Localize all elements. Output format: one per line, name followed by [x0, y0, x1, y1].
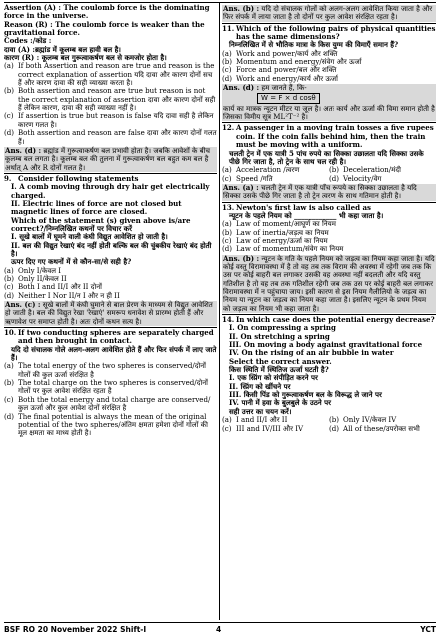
option-d: (d) The final potential is always the mean of the original potential of the two spheres/अंतिम क्षमता हमेशा दोनों गोलों की मूल क्षमता का माध्य होती है। — [4, 411, 208, 438]
assertion-en: Assertion (A) : The coulomb force is the dominating force in the universe. — [4, 4, 210, 21]
question-14-title-hi: किस स्थिति में स्थितिज ऊर्जा घटती है? — [229, 365, 329, 375]
statement-2-en: II. Electric lines of force are not closed but magnetic lines of force are closed. — [11, 198, 182, 217]
exam-name: BSF RO 20 November 2022 Shift-I — [4, 625, 147, 634]
option-d: (d) All of these/उपरोक्त सभी — [329, 423, 420, 433]
question-12 — [222, 124, 436, 200]
reason-en: Reason (R) : The coulomb force is weaker than the gravitational force. — [4, 19, 205, 38]
select-prompt-en: Select the correct answer. — [229, 356, 332, 366]
question-12-title-hi: चलती ट्रेन में एक यात्री 5 पांच रुपये का सिक्का उछालता यदि सिक्का उसके पीछे गिर जाता है, तो ट्रेन के साथ चल रही है। — [229, 148, 424, 166]
option-d: (d) Both assertion and reason are false दावा और कारण दोनों गलत हैं। — [4, 128, 217, 146]
statement-1-en: I. A comb moving through dry hair get electrically charged. — [11, 182, 210, 200]
option-a: (a) Only I/केवल I — [4, 265, 62, 275]
publisher-logo: YCT — [420, 625, 436, 634]
option-b: (b) Only II/केवल II — [4, 274, 67, 283]
question-9-title: 9. Consider following statements — [4, 173, 139, 183]
question-10-title: 10. If two conducting spheres are separately charged and then brought in contact. — [4, 328, 214, 346]
option-a: (a) Work and power/कार्य और शक्ति — [222, 48, 338, 58]
option-b: (b) The total charge on the two spheres is conserved/दोनों गोलों पर कुल आवेश संरक्षित रहता है — [4, 378, 208, 396]
option-b: (b) Both assertion and reason are true but reason is not the correct explanation of assertion दावा और कारण दोनों सही हैं लेकिन कारण, दावा की सही व्याख्या नहीं है। — [4, 86, 216, 113]
question-14-title: 14. In which case does the potential energy decrease? — [222, 315, 435, 325]
case-4-en: IV. On the rising of an air bubble in water — [229, 348, 394, 358]
statement-1-hi: I. सूखे बालों में घूमने वाली कंघी विद्युत आवेशित हो जाती है। — [11, 232, 168, 242]
answer-block: Ans. (d) : हम जानते हैं, कि- W = F × d cosθ कार्य का मात्रक न्यूटन मीटर या जूल है। अतः कार्य और ऊर्जा की विमा समान होती है जिसका विमीय सूत्र ML²T⁻² है। — [223, 83, 435, 122]
question-9 — [4, 175, 217, 326]
case-2-hi: II. स्प्रिंग को खींचने पर — [229, 381, 291, 391]
question-13-title-hi: न्यूटन के पहले नियम को ____________ भी कहा जाता है। — [229, 210, 384, 220]
option-b: (b) Momentum and energy/संवेग और ऊर्जा — [222, 57, 362, 67]
option-d: (d) Law of momentum/संवेग का नियम — [222, 244, 344, 254]
answer-block: Ans. (a) : चलती ट्रेन में एक यात्री पाँच रूपये का सिक्का उछालता है यदि सिक्का उसके पीछे गिर जाता है तो ट्रेन त्वरण के साथ गतिमान होती है। — [222, 184, 436, 201]
codes-label: Codes :/कोड : — [4, 36, 52, 46]
right-column — [222, 4, 436, 618]
assertion-hi: दावा (A) :ब्रह्मांड में कूलम्ब बल हावी बल है। — [4, 44, 121, 54]
option-b: (b) Law of inertia/जड़त्व का नियम — [222, 227, 329, 237]
question-12-title: 12. A passenger in a moving train tosses a five rupees coin. If the coin falls behind him, then the train must be moving with a uniform. — [222, 123, 434, 150]
case-3-hi: III. किसी पिंड को गुरूत्वाकर्षण बल के विरूद्ध ले जाने पर — [229, 390, 382, 400]
option-a: (a) Law of moment/आघूर्ण का नियम — [222, 219, 336, 229]
question-11 — [222, 25, 436, 122]
question-9-prompt-en: Which of the statement (s) given above is/are correct?/निम्नलिखित कथनों पर विचार करें — [11, 215, 191, 233]
case-2-en: II. On stretching a spring — [229, 331, 330, 341]
page-number: 4 — [216, 625, 222, 634]
question-11-title: 11. Which of the following pairs of physical quantities has the same dimensions? — [222, 23, 436, 42]
option-a: (a) I and II/I और II — [222, 415, 288, 425]
column-divider — [219, 2, 220, 620]
case-4-hi: IV. पानी में हवा के बुलबुले के उठने पर — [229, 398, 332, 408]
option-b: (b) Only IV/केवल IV — [329, 415, 397, 425]
case-1-hi: I. एक स्प्रिंग को संपीड़ित करने पर — [229, 373, 318, 383]
option-c: (c) Both I and II/I और II दोनों — [4, 282, 102, 292]
reason-hi: कारण (R) : कूलम्ब बल गुरूत्वाकर्षण बल से कमजोर होता है। — [4, 53, 167, 63]
question-13-title: 13. Newton's first law is also called as — [222, 202, 371, 212]
answer-block: Ans. (d) : ब्रह्मांड में गुरूत्वाकर्षण बल प्रभावी होता है। जबकि आवेशों के बीच कूलम्ब बल लगता है। कूलम्ब बल की तुलना में गुरूत्वाकर्षण बल बहुत कम बल है अर्थात् A और R दोनों गलत है। — [4, 147, 217, 172]
left-column — [4, 4, 217, 618]
option-c: (c) Force and power/बल और शक्ति — [222, 65, 337, 75]
answer-block: Ans. (c) : सूखे बालों में कंघी घुमाने से बाल प्रेरण के माध्यम से विद्युत आवेशित हो जाती है। बल की विद्युत रेखा 'रेखाएं' समरूप धनावेश से प्रारम्भ होती हैं और ऋणावेश पर समाप्त होती है। अतः दोनों कथन सत्य है। — [4, 301, 217, 326]
option-a: (a) Acceleration /त्वरण — [222, 165, 300, 175]
option-d: (d) Velocity/वेग — [329, 173, 382, 183]
question-13 — [222, 204, 436, 313]
select-prompt-hi: सही उत्तर का चयन करें। — [229, 406, 292, 416]
top-rule — [4, 2, 436, 3]
options-row — [222, 175, 436, 183]
page-footer — [4, 622, 436, 637]
option-c: (c) Speed /गति — [222, 173, 273, 183]
question-9-prompt-hi: ऊपर दिए गए कथनों में से कौन-सा/से सही है? — [11, 257, 132, 267]
case-3-en: III. On moving a body against gravitational force — [229, 340, 423, 350]
option-b: (b) Deceleration/मंदी — [329, 165, 401, 175]
option-a: (a) The total energy of the two spheres is conserved/दोनों गोलों की कुल ऊर्जा संरक्षित है — [4, 361, 207, 379]
option-d: (d) Neither I Nor II/न I और न ही II — [4, 290, 120, 300]
case-1-en: I. On compressing a spring — [229, 323, 336, 333]
answer-block: Ans. (b) : न्यूटन के गति के पहले नियम को जड़त्व का नियम कहा जाता है। यदि कोई वस्तु विरामावस्था में है तो वह तब तक विराम की अवस्था में रहेगी जब तक कि उस पर कोई बाहरी बल लगाकर उसकी वह अवस्था नहीं बदलती और यदि वस्तु गतिशील है तो वह तब तक गतिशील रहेगी जब तक उस पर कोई बाहरी बल लगाकर विरामावस्था में न पहुंचाया जाय। इसी कारण से इस नियम गैलीलियो के जड़त्व का नियम या न्यूटन का जड़त्व का नियम कहा जाता है। इसलिए न्यूटन के प्रथम नियम को जड़त्व का नियम भी कहा जाता है। — [223, 253, 435, 313]
question-10-title-hi: यदि दो संचालक गोले अलग-अलग आवेशित होते हैं और फिर संपर्क में लाए जाते हैं। — [11, 344, 217, 363]
option-a: (a) If both Assertion and reason are true and reason is the correct explanation of assertion यदि दावा और कारण दोनों सच हैं और कारण दावा की सही व्याख्या करता है। — [4, 61, 215, 88]
option-c: (c) Law of energy/ऊर्जा का नियम — [222, 235, 328, 245]
options-row — [222, 425, 436, 433]
work-formula: W = F × d cosθ — [257, 93, 320, 103]
option-d: (d) Work and energy/कार्य और ऊर्जा — [222, 73, 338, 83]
question-11-title-hi: निम्नलिखित में से भौतिक मात्रा के किस युग्म की विमाएँ समान हैं? — [229, 40, 399, 50]
question-14 — [222, 316, 436, 433]
option-c: (c) III and IV/III और IV — [222, 423, 304, 433]
option-c: (c) Both the total energy and total charge are conserved/कुल ऊर्जा और कुल आवेश दोनों संरक्षित है — [4, 394, 211, 413]
statement-2-hi: II. बल की विद्युत रेखाएं बंद नहीं होती बल्कि बल की चुंबकीय रेखाएं बंद होती है। — [11, 240, 212, 258]
question-10 — [4, 329, 217, 437]
option-c: (c) If assertion is true but reason is false यदि दावा सही है लेकिन कारण गलत है। — [4, 111, 214, 129]
question-8-continued — [4, 4, 217, 172]
answer-block: Ans. (b) : यदि दो संचालक गोलों को अलग-अलग आवेशित किया जाता है और फिर संपर्क में लाया जाता है तो दोनों पर कुल आवेश संरक्षित रहता है। — [222, 5, 436, 22]
